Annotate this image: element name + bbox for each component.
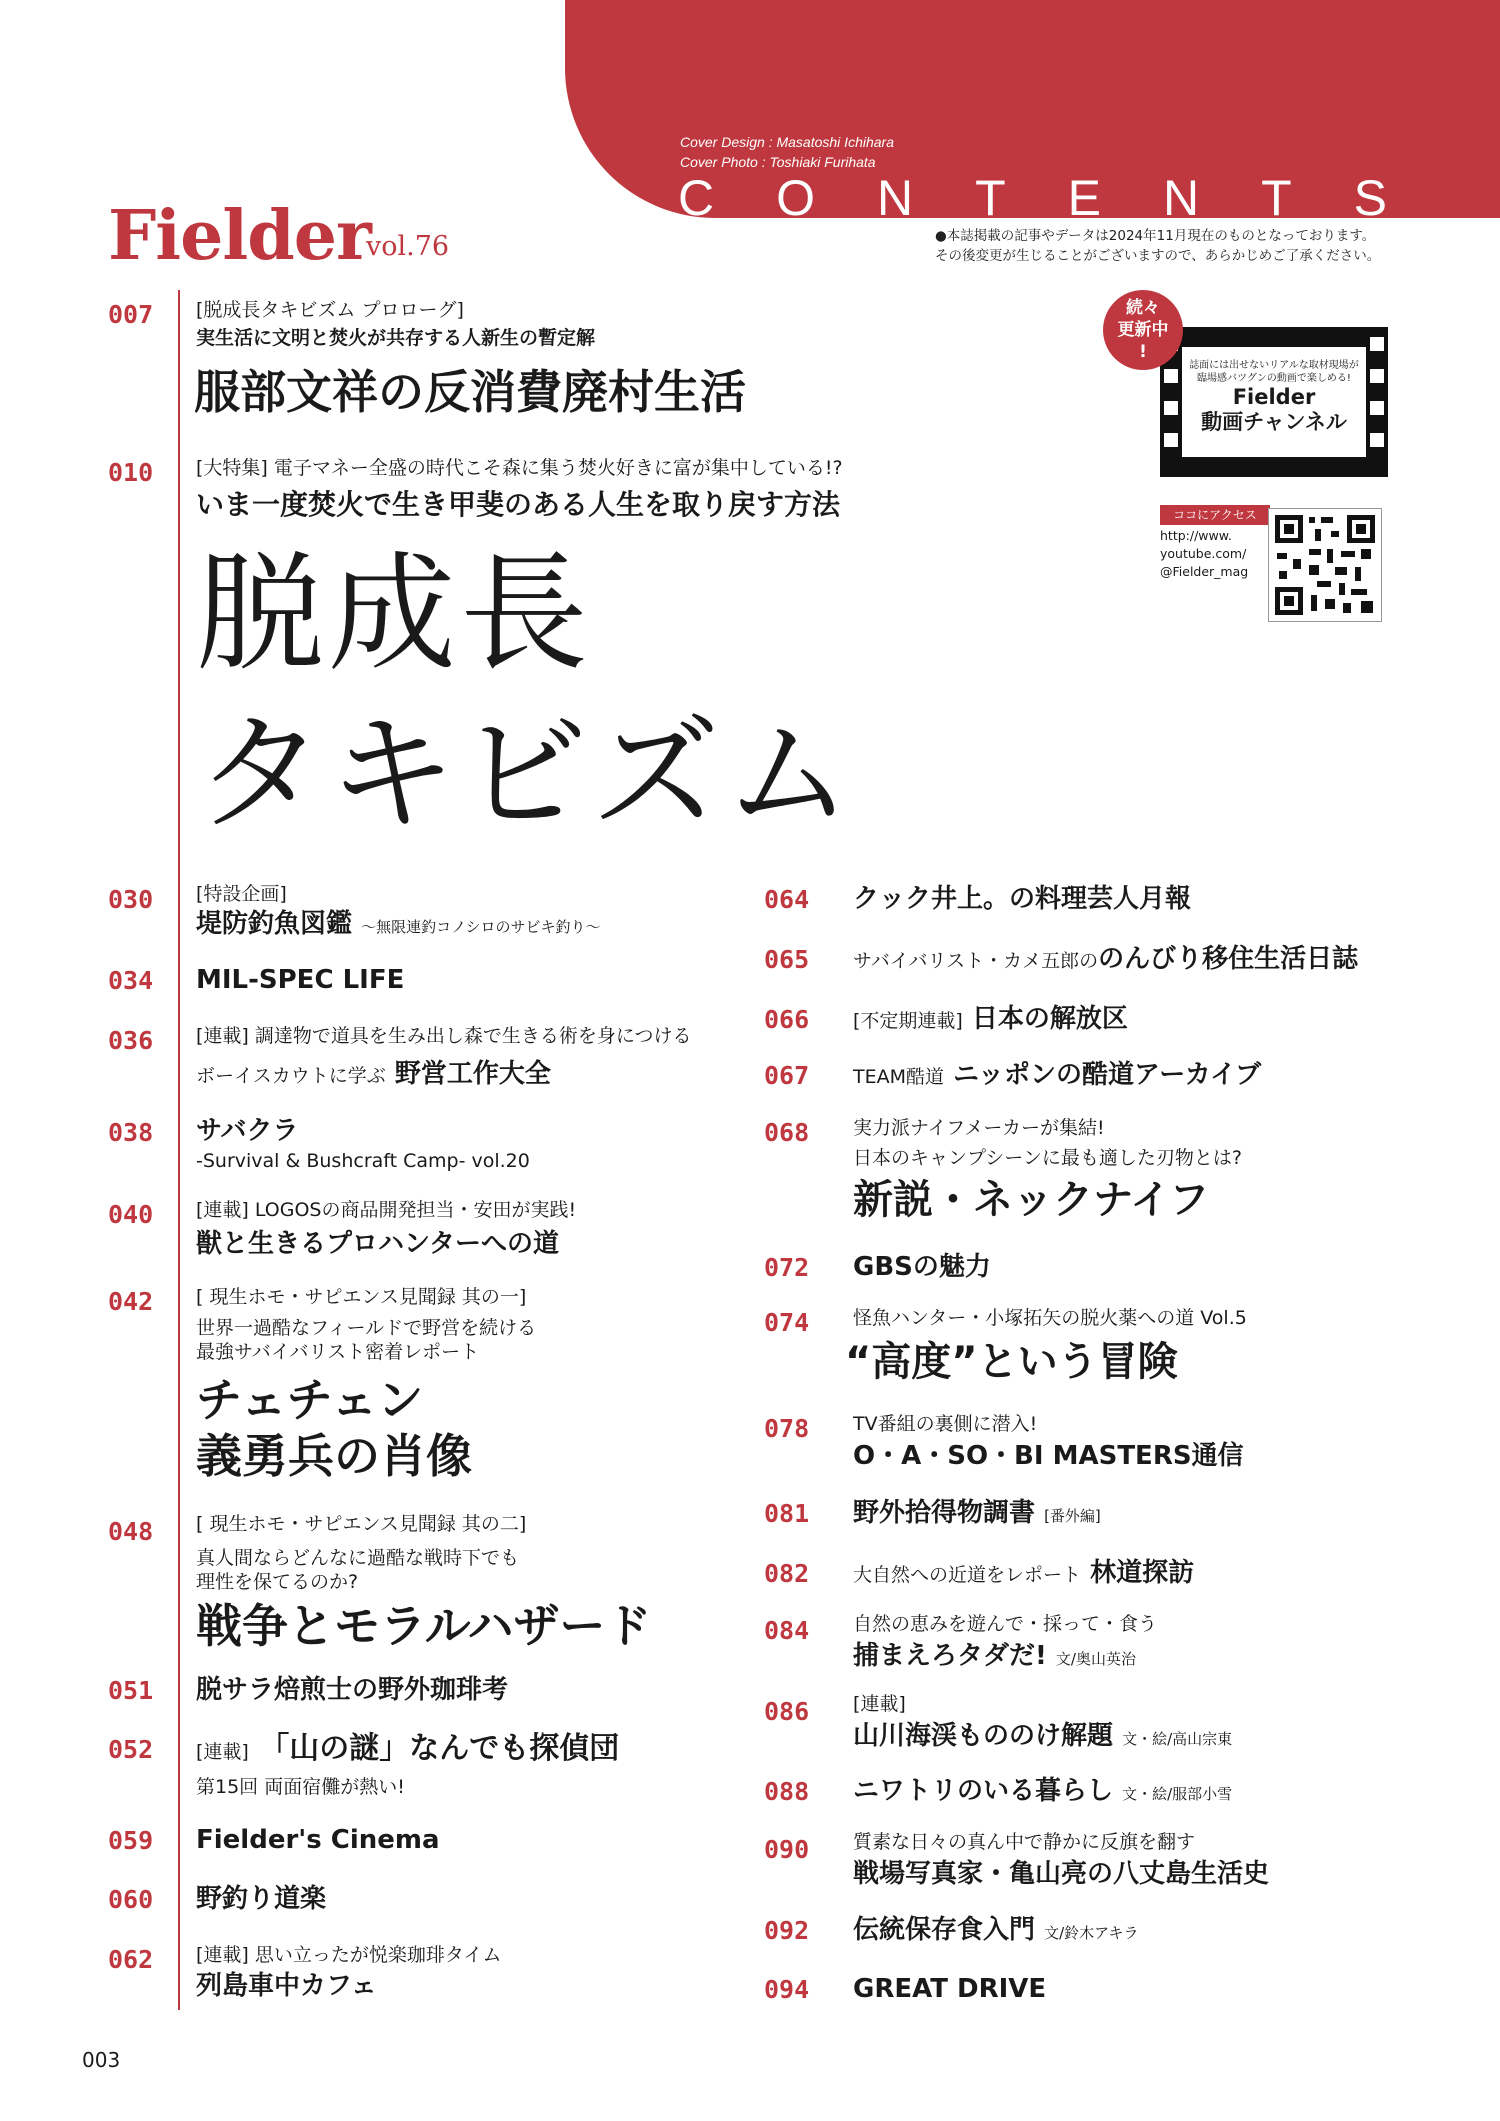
entry-title[interactable]: GBSの魅力 [853,1252,991,1282]
entry-title[interactable]: 野釣り道楽 [196,1884,327,1914]
update-badge [1103,290,1183,370]
page-number: 048 [108,1517,154,1546]
entry-title[interactable] [853,1557,1194,1591]
entry-sub: 真人間ならどんなに過酷な戦時下でも [196,1547,520,1569]
film-strip-promo [1160,327,1388,477]
page-number: 036 [108,1026,154,1055]
badge-line-3: ! [1139,342,1147,362]
title-text: ニッポンの酷道アーカイブ [953,1060,1262,1090]
page-number: 072 [764,1253,810,1282]
entry-kicker: [連載] 思い立ったが悦楽珈琲タイム [196,1944,502,1966]
film-title-1: Fielder [1232,385,1316,409]
page-number: 052 [108,1735,154,1764]
title-text: のんびり移住生活日誌 [1098,944,1359,974]
entry-title[interactable] [853,1059,1261,1093]
feature-title[interactable]: 服部文祥の反消費廃村生活 [194,365,746,419]
cover-design-credit: Cover Design : Masatoshi Ichihara [680,134,894,150]
entry-pre: TEAM酷道 [853,1066,945,1088]
page-number: 088 [764,1777,810,1806]
page-number: 034 [108,966,154,995]
magazine-logo: Fielder [108,196,371,276]
page-number: 051 [108,1676,154,1705]
entry-pre: サバイバリスト・カメ五郎の [853,950,1099,972]
page-number: 042 [108,1287,154,1316]
page-number-007: 007 [108,300,154,329]
entry-title[interactable] [853,1914,1139,1949]
volume-number: vol.76 [366,231,450,262]
entry-kicker: [ 現生ホモ・サピエンス見聞録 其の二] [196,1513,527,1535]
entry-pre: ボーイスカウトに学ぶ [196,1065,386,1087]
page-number: 086 [764,1697,810,1726]
notice-line-1: ●本誌掲載の記事やデータは2024年11月現在のものとなっております。 [935,228,1376,244]
title-text: ニワトリのいる暮らし [853,1776,1114,1806]
entry-title[interactable]: 獣と生きるプロハンターへの道 [196,1229,559,1259]
entry-title[interactable] [853,1003,1128,1037]
entry-note: 文・絵/高山宗東 [1122,1730,1233,1748]
entry-title[interactable] [853,1720,1232,1755]
entry-title[interactable] [853,943,1358,977]
index-divider-line [178,290,180,2010]
film-title-2: 動画チャンネル [1201,410,1347,434]
entry-kicker: 怪魚ハンター・小塚拓矢の脱火薬への道 Vol.5 [853,1307,1247,1329]
cover-credits [680,132,894,172]
page-number: 062 [108,1945,154,1974]
entry-note: 文/奥山英治 [1055,1650,1136,1668]
entry-title[interactable]: “高度”という冒険 [845,1339,1178,1385]
entry-title[interactable] [196,908,600,943]
channel-url[interactable] [1160,527,1280,581]
title-text: 林道探訪 [1090,1558,1195,1588]
page-number: 082 [764,1559,810,1588]
url-line-1: http://www. [1160,528,1232,543]
entry-title[interactable]: MIL-SPEC LIFE [196,965,405,995]
page-number: 059 [108,1826,154,1855]
entry-title[interactable] [853,1640,1136,1675]
entry-title[interactable]: GREAT DRIVE [853,1974,1047,2004]
contents-heading: CONTENTS [678,170,1449,226]
entry-note: 文/鈴木アキラ [1044,1924,1139,1942]
entry-sub: 理性を保てるのか? [196,1571,359,1593]
page-number: 060 [108,1885,154,1914]
entry-sub: 日本のキャンプシーンに最も適した刃物とは? [853,1147,1242,1169]
entry-kicker: [連載] [853,1693,906,1715]
entry-pre: [連載] [196,1741,249,1763]
entry-title[interactable]: O・A・SO・BI MASTERS通信 [853,1441,1244,1471]
entry-kicker: [連載] 調達物で道具を生み出し森で生きる術を身につける [196,1025,692,1047]
entry-title[interactable]: 戦場写真家・亀山亮の八丈島生活史 [853,1859,1270,1889]
url-line-3: @Fielder_mag [1160,564,1249,579]
page-number: 064 [764,885,810,914]
title-text: 日本の解放区 [971,1004,1128,1034]
entry-title[interactable] [853,1497,1101,1532]
entry-kicker: [特設企画] [196,883,287,905]
notice [935,226,1435,266]
page-number: 067 [764,1061,810,1090]
page-number: 081 [764,1499,810,1528]
badge-line-1: 続々 [1126,298,1160,318]
entry-note: [番外編] [1044,1507,1101,1525]
entry-note: 文・絵/服部小雪 [1122,1785,1233,1803]
entry-pre: 大自然への近道をレポート [853,1564,1082,1586]
page-number: 084 [764,1616,810,1645]
entry-kicker: 自然の恵みを遊んで・採って・食う [853,1613,1158,1635]
title-text: 山川海渓もののけ解題 [853,1721,1114,1751]
badge-line-2: 更新中 [1117,320,1169,340]
page-number: 078 [764,1414,810,1443]
page-number: 040 [108,1200,154,1229]
entry-note: 〜無限連釣コノシロのサビキ釣り〜 [361,918,601,936]
entry-title[interactable]: Fielder's Cinema [196,1825,440,1855]
title-text: 「山の謎」なんでも探偵団 [259,1731,620,1766]
entry-title[interactable] [196,1730,619,1771]
main-feature-title-1[interactable]: 脱成長 [196,540,593,689]
entry-title[interactable]: 新説・ネックナイフ [853,1177,1209,1223]
entry-kicker: [連載] LOGOSの商品開発担当・安田が実践! [196,1199,577,1221]
title-text: 野外拾得物調書 [853,1498,1036,1528]
page-number: 038 [108,1118,154,1147]
entry-title[interactable]: 列島車中カフェ [196,1971,377,2001]
feature-kicker: [脱成長タキビズム プロローグ] [196,299,464,321]
notice-line-2: その後変更が生じることがございますので、あらかじめご了承ください。 [935,248,1381,264]
feature-kicker: [大特集] 電子マネー全盛の時代こそ森に集う焚火好きに富が集中している!? [196,457,843,479]
entry-title[interactable]: 義勇兵の肖像 [196,1429,472,1483]
url-line-2: youtube.com/ [1160,546,1247,561]
page-number: 065 [764,945,810,974]
title-text: 野営工作大全 [394,1059,551,1089]
entry-sub: -Survival & Bushcraft Camp- vol.20 [196,1150,530,1172]
folio-page-number: 003 [82,2048,121,2072]
entry-sub: 実力派ナイフメーカーが集結! [853,1117,1105,1139]
entry-title[interactable]: 戦争とモラルハザード [196,1599,652,1653]
entry-sub: 第15回 両面宿儺が熱い! [196,1776,405,1798]
title-text: 伝統保存食入門 [853,1915,1036,1945]
title-text: 堤防釣魚図鑑 [196,909,353,939]
page-number: 094 [764,1975,810,2004]
page-number: 066 [764,1005,810,1034]
cover-photo-credit: Cover Photo : Toshiaki Furihata [680,154,876,170]
film-text-1: 誌面には出せないリアルな取材現場が [1189,360,1359,371]
feature-sub: 実生活に文明と焚火が共存する人新生の暫定解 [196,327,596,349]
entry-kicker: TV番組の裏側に潜入! [853,1413,1038,1435]
main-feature-title-2[interactable]: タキビズム [196,700,857,849]
entry-kicker: [ 現生ホモ・サピエンス見聞録 其の一] [196,1286,527,1308]
entry-sub: 最強サバイバリスト密着レポート [196,1341,480,1363]
page-number: 074 [764,1308,810,1337]
entry-title[interactable] [853,1775,1232,1810]
page-number: 068 [764,1118,810,1147]
title-text: 捕まえろタダだ! [853,1641,1047,1671]
film-text-2: 臨場感バツグンの動画で楽しめる! [1197,373,1351,384]
page-number-010: 010 [108,458,154,487]
feature-sub: いま一度焚火で生き甲斐のある人生を取り戻す方法 [196,488,841,521]
page-number: 090 [764,1835,810,1864]
access-label: ココにアクセス [1160,505,1270,525]
entry-title[interactable]: サバクラ [196,1116,299,1146]
entry-title[interactable]: 脱サラ焙煎士の野外珈琲考 [196,1675,509,1705]
page-number: 030 [108,885,154,914]
qr-code[interactable] [1268,508,1382,622]
entry-title[interactable]: チェチェン [196,1373,424,1427]
entry-sub: 世界一過酷なフィールドで野営を続ける [196,1317,537,1339]
entry-kicker: 質素な日々の真ん中で静かに反旗を翻す [853,1831,1196,1853]
entry-title[interactable] [196,1058,551,1092]
entry-pre: [不定期連載] [853,1010,963,1032]
page-number: 092 [764,1916,810,1945]
entry-title[interactable]: クック井上。の料理芸人月報 [853,884,1192,914]
